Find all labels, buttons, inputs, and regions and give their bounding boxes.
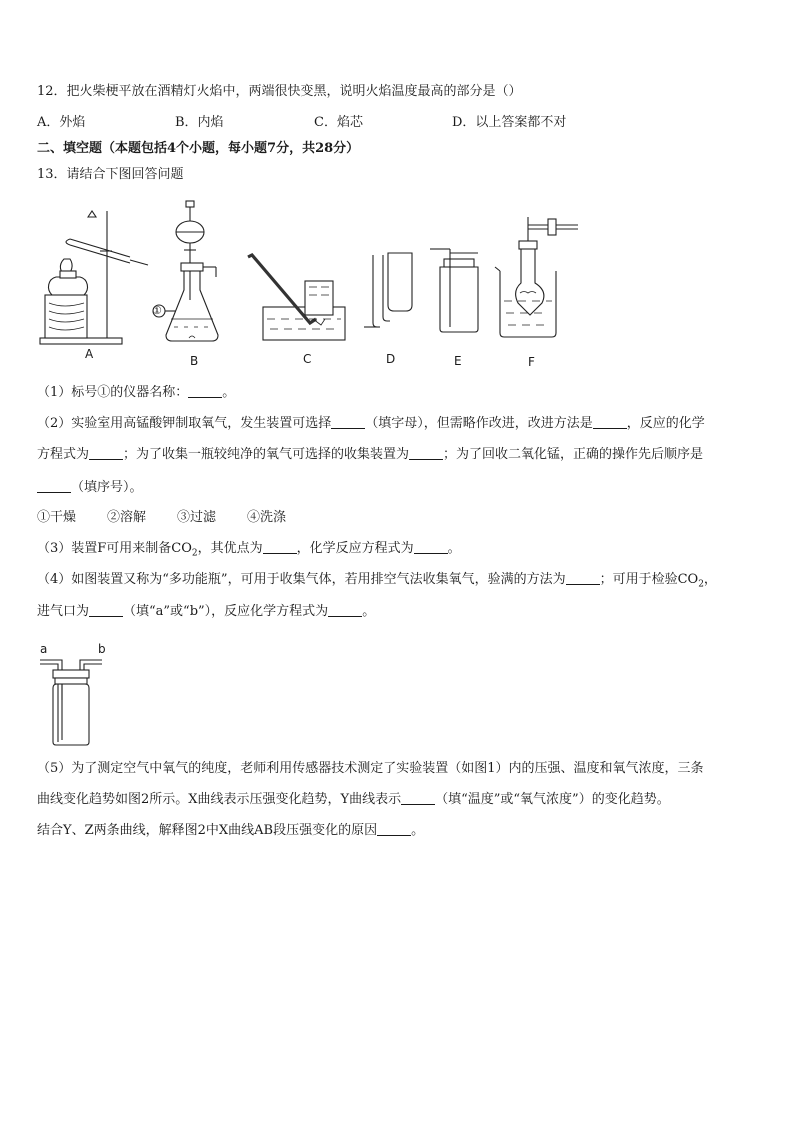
q13-part2-line3: （填序号）。 bbox=[37, 479, 143, 497]
blank-9[interactable] bbox=[566, 571, 600, 585]
q13-part4-line1: （4）如图装置又称为“多功能瓶”，可用于收集气体，若用排空气法收集氧气，验满的方法为 ；可用于检验$CO_2$， bbox=[37, 572, 717, 590]
bottle-label-a: a bbox=[40, 642, 48, 656]
multifunction-bottle bbox=[36, 652, 116, 752]
step-2: ②溶解 bbox=[107, 510, 147, 525]
blank-12[interactable] bbox=[401, 791, 435, 805]
q12-option-d[interactable]: D．以上答案都不对 bbox=[452, 115, 567, 130]
apparatus-f bbox=[495, 217, 578, 337]
blank-1[interactable] bbox=[188, 384, 222, 398]
apparatus-a-label: A bbox=[85, 347, 94, 361]
q13-part5-line1: （5）为了测定空气中氧气的纯度，老师利用传感器技术测定了实验装置（如图1）内的压强、温度和氧气浓度，三条 bbox=[37, 761, 704, 776]
q12-option-a[interactable]: A．外焰 bbox=[37, 115, 86, 130]
apparatus-b-label: B bbox=[190, 354, 199, 368]
apparatus-c-label: C bbox=[303, 352, 312, 366]
blank-7[interactable] bbox=[263, 540, 297, 554]
q12-stem: 12．把火柴梗平放在酒精灯火焰中，两端很快变黑，说明火焰温度最高的部分是（） bbox=[37, 84, 522, 99]
step-4: ④洗涤 bbox=[247, 510, 287, 525]
apparatus-b bbox=[153, 201, 218, 341]
blank-6[interactable] bbox=[37, 479, 71, 493]
blank-2[interactable] bbox=[331, 415, 365, 429]
section-heading: 二、填空题（本题包括4个小题，每小题7分，共28分） bbox=[37, 141, 360, 156]
q12-option-c[interactable]: C．焰芯 bbox=[314, 115, 363, 130]
apparatus-a bbox=[40, 211, 148, 344]
marker-1: ① bbox=[152, 304, 162, 317]
apparatus-figure bbox=[0, 195, 794, 375]
bottle-label-b: b bbox=[98, 642, 106, 656]
apparatus-d-label: D bbox=[386, 352, 396, 366]
step-3: ③过滤 bbox=[177, 510, 217, 525]
apparatus-f-label: F bbox=[528, 355, 535, 369]
blank-11[interactable] bbox=[328, 603, 362, 617]
apparatus-e bbox=[430, 249, 478, 332]
blank-5[interactable] bbox=[409, 446, 443, 460]
q13-stem: 13．请结合下图回答问题 bbox=[37, 167, 184, 182]
q13-part4-line2: 进气口为 （填“a”或“b”），反应化学方程式为 。 bbox=[37, 604, 376, 619]
blank-4[interactable] bbox=[89, 446, 123, 460]
apparatus-e-label: E bbox=[454, 354, 462, 368]
blank-3[interactable] bbox=[593, 415, 627, 429]
step-1: ①干燥 bbox=[37, 510, 77, 525]
q13-part3: （3）装置F可用来制备$CO_2$，其优点为 ，化学反应方程式为 。 bbox=[37, 541, 461, 559]
q13-part1: （1）标号①的仪器名称： 。 bbox=[37, 385, 236, 400]
q13-part5-line3: 结合Y、Z两条曲线，解释图2中X曲线AB段压强变化的原因 。 bbox=[37, 823, 425, 838]
q12-option-b[interactable]: B．内焰 bbox=[175, 115, 224, 130]
blank-13[interactable] bbox=[377, 822, 411, 836]
q13-part5-line2: 曲线变化趋势如图2所示。X曲线表示压强变化趋势，Y曲线表示 （填“温度”或“氧气浓度”）的变化趋势。 bbox=[37, 792, 670, 807]
q13-part2-line1: （2）实验室用高锰酸钾制取氧气，发生装置可选择 （填字母），但需略作改进，改进方法是 ，反应的化学 bbox=[37, 416, 705, 431]
apparatus-d bbox=[364, 253, 412, 327]
q13-part2-line2: 方程式为 ；为了收集一瓶较纯净的氧气可选择的收集装置为 ；为了回收二氧化锰，正确的操作先后顺序是 bbox=[37, 447, 704, 462]
blank-10[interactable] bbox=[89, 603, 123, 617]
apparatus-c bbox=[248, 255, 345, 340]
blank-8[interactable] bbox=[414, 540, 448, 554]
